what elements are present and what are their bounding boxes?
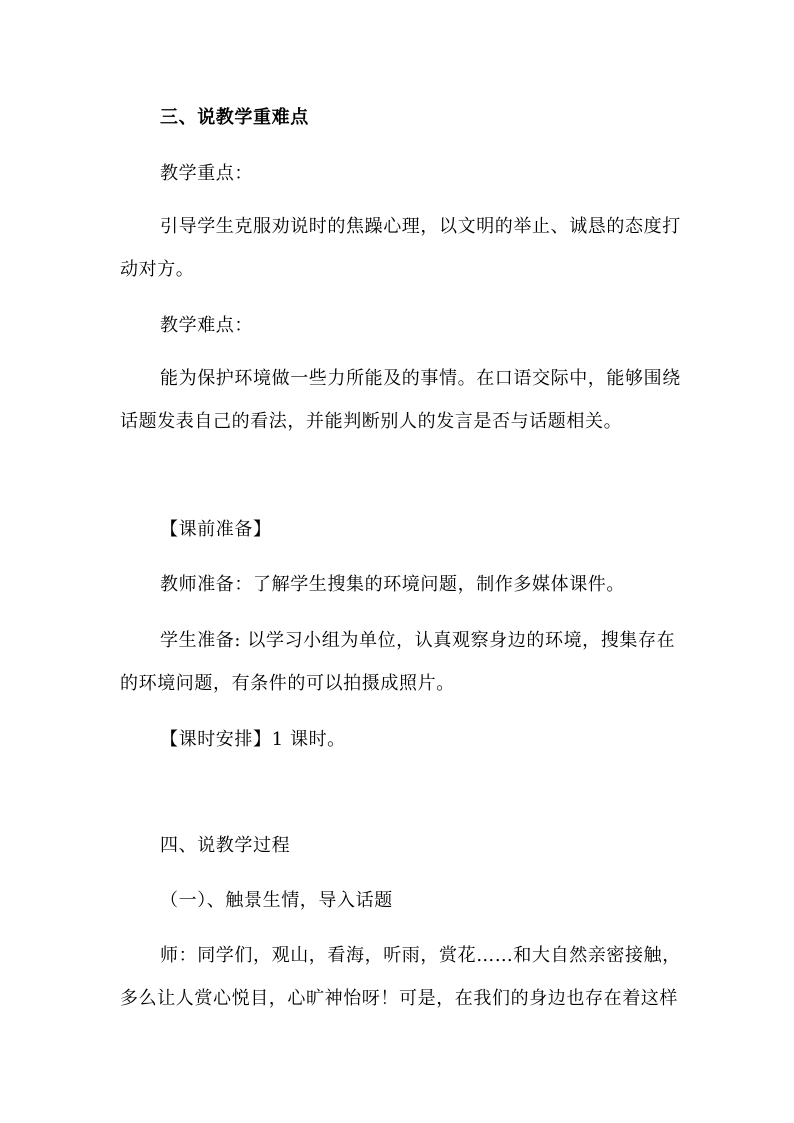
step-1-heading: （一）、触景生情，导入话题 bbox=[160, 890, 393, 911]
section-heading-3: 三、说教学重难点 bbox=[160, 107, 309, 128]
difficulty-label: 教学难点： bbox=[160, 315, 253, 336]
schedule-text: 【课时安排】1 课时。 bbox=[160, 729, 346, 750]
difficulty-text-line-1: 能为保护环境做一些力所能及的事情。在口语交际中，能够围绕 bbox=[160, 368, 681, 389]
teacher-speech-line-1: 师：同学们，观山，看海，听雨，赏花……和大自然亲密接触， bbox=[160, 945, 681, 966]
student-prep-text-line-1: 学生准备: 以学习小组为单位，认真观察身边的环境，搜集存在 bbox=[160, 630, 676, 651]
student-prep-text-line-2: 的环境问题，有条件的可以拍摄成照片。 bbox=[120, 673, 455, 694]
key-point-label: 教学重点： bbox=[160, 163, 253, 184]
teacher-speech-line-2: 多么让人赏心悦目，心旷神怡呀！可是，在我们的身边也存在着这样 bbox=[120, 988, 678, 1009]
difficulty-text-line-2: 话题发表自己的看法，并能判断别人的发言是否与话题相关。 bbox=[120, 411, 623, 432]
key-point-text-line-2: 动对方。 bbox=[120, 259, 195, 280]
prep-heading: 【课前准备】 bbox=[160, 519, 272, 540]
section-heading-4: 四、说教学过程 bbox=[160, 835, 291, 856]
key-point-text-line-1: 引导学生克服劝说时的焦躁心理，以文明的举止、诚恳的态度打 bbox=[160, 216, 681, 237]
teacher-prep-text: 教师准备：了解学生搜集的环境问题，制作多媒体课件。 bbox=[160, 574, 625, 595]
